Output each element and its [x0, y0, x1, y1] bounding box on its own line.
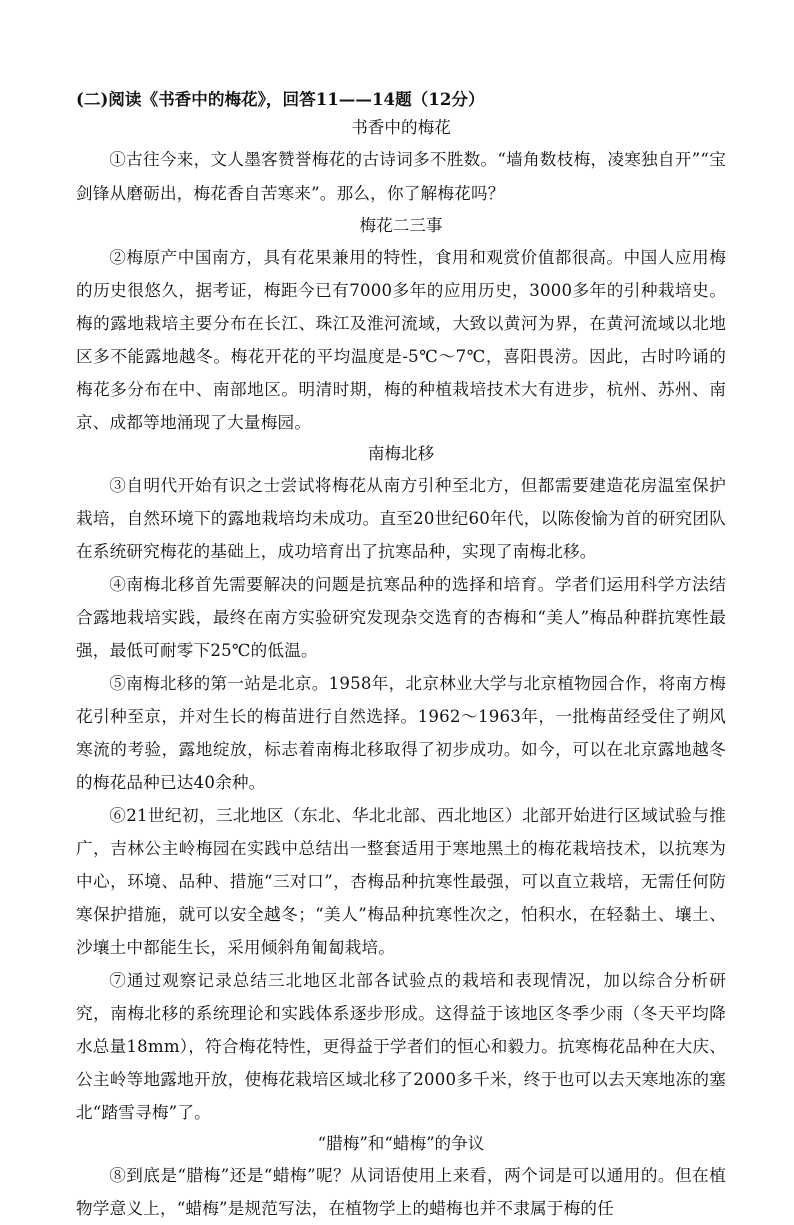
paragraph-4: ④南梅北移首先需要解决的问题是抗寒品种的选择和培育。学者们运用科学方法结合露地栽培实践，最终在南方实验研究发现杂交选育的杏梅和“美人”梅品种群抗寒性最强，最低可耐零下25℃的低温。: [76, 575, 726, 660]
section-title-lamei-dispute: “腊梅”和“蜡梅”的争议: [317, 1134, 485, 1153]
paragraph-6: ⑥21世纪初，三北地区（东北、华北北部、西北地区）北部开始进行区域试验与推广，吉林公主岭梅园在实践中总结出一整套适用于寒地黑土的梅花栽培技术，以抗寒为中心，环境、品种、措施“三对口”，杏梅品种抗寒性最强，可以直立栽培，无需任何防寒保护措施，就可以安全越冬；“美人”梅品种抗寒性次之，怕积水，在轻黏土、壤土、沙壤土中都能生长，采用倾斜角匍匐栽培。: [76, 806, 726, 957]
question-heading: (二)阅读《书香中的梅花》，回答11——14题（12分）: [76, 89, 485, 109]
paragraph-2: ②梅原产中国南方，具有花果兼用的特性，食用和观赏价值都很高。中国人应用梅的历史很悠久，据考证，梅距今已有7000多年的应用历史，3000多年的引种栽培史。梅的露地栽培主要分布在长江、珠江及淮河流域，大致以黄河为界，在黄河流域以北地区多不能露地越冬。梅花开花的平均温度是-5℃～7℃，喜阳畏涝。因此，古时吟诵的梅花多分布在中、南部地区。明清时期，梅的种植栽培技术大有进步，杭州、苏州、南京、成都等地涌现了大量梅园。: [76, 248, 726, 432]
paragraph-3: ③自明代开始有识之士尝试将梅花从南方引种至北方，但都需要建造花房温室保护栽培，自然环境下的露地栽培均未成功。直至20世纪60年代，以陈俊愉为首的研究团队在系统研究梅花的基础上，成功培育出了抗寒品种，实现了南梅北移。: [76, 476, 726, 561]
paragraph-8: ⑧到底是“腊梅”还是“蜡梅”呢？从词语使用上来看，两个词是可以通用的。但在植物学意义上，“蜡梅”是规范写法，在植物学上的蜡梅也并不隶属于梅的任: [76, 1166, 726, 1218]
article: [76, 86, 726, 1225]
article-title: 书香中的梅花: [351, 118, 451, 137]
paragraph-1: ①古往今来，文人墨客赞誉梅花的古诗词多不胜数。“墙角数枝梅，凌寒独自开”“宝剑锋从磨砺出，梅花香自苦寒来”。那么，你了解梅花吗？: [76, 150, 726, 203]
paragraph-7: ⑦通过观察记录总结三北地区北部各试验点的栽培和表现情况，加以综合分析研究，南梅北移的系统理论和实践体系逐步形成。这得益于该地区冬季少雨（冬天平均降水总量18mm），符合梅花特性，更得益于学者们的恒心和毅力。抗寒梅花品种在大庆、公主岭等地露地开放，使梅花栽培区域北移了2000多千米，终于也可以去天寒地冻的塞北“踏雪寻梅”了。: [76, 971, 726, 1122]
paragraph-5: ⑤南梅北移的第一站是北京。1958年，北京林业大学与北京植物园合作，将南方梅花引种至京，并对生长的梅苗进行自然选择。1962～1963年，一批梅苗经受住了朔风寒流的考验，露地绽放，标志着南梅北移取得了初步成功。如今，可以在北京露地越冬的梅花品种已达40余种。: [76, 674, 726, 792]
section-title-nanmei-beiyi: 南梅北移: [367, 444, 435, 463]
section-title-meihua-ersanshi: 梅花二三事: [359, 216, 443, 235]
